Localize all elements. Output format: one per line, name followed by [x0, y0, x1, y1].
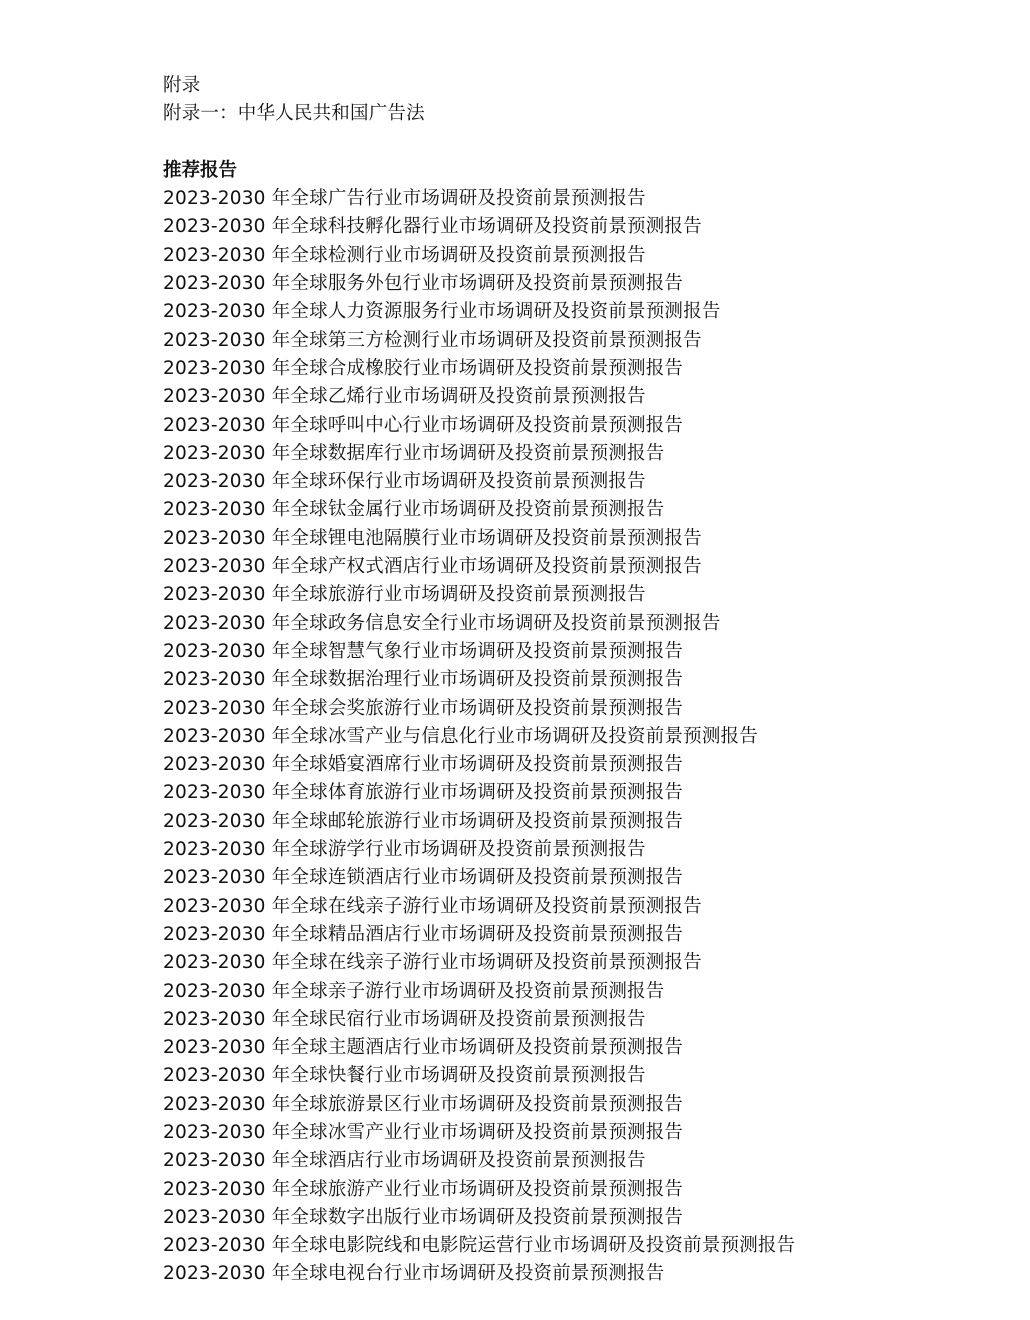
report-list-item: 2023-2030 年全球电视台行业市场调研及投资前景预测报告	[163, 1263, 665, 1285]
report-list-item: 2023-2030 年全球快餐行业市场调研及投资前景预测报告	[163, 1065, 646, 1087]
report-list-item: 2023-2030 年全球广告行业市场调研及投资前景预测报告	[163, 188, 646, 210]
report-list-item: 2023-2030 年全球数字出版行业市场调研及投资前景预测报告	[163, 1206, 684, 1228]
report-list-item: 2023-2030 年全球产权式酒店行业市场调研及投资前景预测报告	[163, 556, 702, 578]
recommended-reports-list	[163, 185, 1003, 1289]
report-list-item: 2023-2030 年全球数据治理行业市场调研及投资前景预测报告	[163, 669, 684, 691]
report-list-item: 2023-2030 年全球旅游产业行业市场调研及投资前景预测报告	[163, 1178, 684, 1200]
report-list-item: 2023-2030 年全球酒店行业市场调研及投资前景预测报告	[163, 1150, 646, 1172]
appendix-title: 附录	[163, 75, 201, 96]
recommended-reports-heading: 推荐报告	[163, 159, 238, 181]
report-list-item: 2023-2030 年全球邮轮旅游行业市场调研及投资前景预测报告	[163, 810, 684, 832]
document-page	[163, 72, 1003, 1289]
report-list-item: 2023-2030 年全球精品酒店行业市场调研及投资前景预测报告	[163, 923, 684, 945]
report-list-item: 2023-2030 年全球游学行业市场调研及投资前景预测报告	[163, 839, 646, 861]
report-list-item: 2023-2030 年全球亲子游行业市场调研及投资前景预测报告	[163, 980, 665, 1002]
report-list-item: 2023-2030 年全球主题酒店行业市场调研及投资前景预测报告	[163, 1037, 684, 1059]
report-list-item: 2023-2030 年全球电影院线和电影院运营行业市场调研及投资前景预测报告	[163, 1235, 796, 1257]
report-list-item: 2023-2030 年全球锂电池隔膜行业市场调研及投资前景预测报告	[163, 527, 702, 549]
report-list-item: 2023-2030 年全球科技孵化器行业市场调研及投资前景预测报告	[163, 216, 702, 238]
report-list-item: 2023-2030 年全球连锁酒店行业市场调研及投资前景预测报告	[163, 867, 684, 889]
report-list-item: 2023-2030 年全球民宿行业市场调研及投资前景预测报告	[163, 1008, 646, 1030]
report-list-item: 2023-2030 年全球冰雪产业与信息化行业市场调研及投资前景预测报告	[163, 725, 758, 747]
report-list-item: 2023-2030 年全球合成橡胶行业市场调研及投资前景预测报告	[163, 357, 684, 379]
report-list-item: 2023-2030 年全球旅游行业市场调研及投资前景预测报告	[163, 584, 646, 606]
report-list-item: 2023-2030 年全球环保行业市场调研及投资前景预测报告	[163, 471, 646, 493]
report-list-item: 2023-2030 年全球政务信息安全行业市场调研及投资前景预测报告	[163, 612, 721, 634]
report-list-item: 2023-2030 年全球乙烯行业市场调研及投资前景预测报告	[163, 386, 646, 408]
report-list-item: 2023-2030 年全球体育旅游行业市场调研及投资前景预测报告	[163, 782, 684, 804]
report-list-item: 2023-2030 年全球婚宴酒席行业市场调研及投资前景预测报告	[163, 754, 684, 776]
report-list-item: 2023-2030 年全球呼叫中心行业市场调研及投资前景预测报告	[163, 414, 684, 436]
report-list-item: 2023-2030 年全球服务外包行业市场调研及投资前景预测报告	[163, 273, 684, 295]
report-list-item: 2023-2030 年全球旅游景区行业市场调研及投资前景预测报告	[163, 1093, 684, 1115]
appendix-item-1: 附录一：中华人民共和国广告法	[163, 103, 425, 125]
report-list-item: 2023-2030 年全球智慧气象行业市场调研及投资前景预测报告	[163, 640, 684, 662]
report-list-item: 2023-2030 年全球检测行业市场调研及投资前景预测报告	[163, 244, 646, 266]
report-list-item: 2023-2030 年全球在线亲子游行业市场调研及投资前景预测报告	[163, 895, 702, 917]
report-list-item: 2023-2030 年全球冰雪产业行业市场调研及投资前景预测报告	[163, 1121, 684, 1143]
report-list-item: 2023-2030 年全球人力资源服务行业市场调研及投资前景预测报告	[163, 301, 721, 323]
report-list-item: 2023-2030 年全球数据库行业市场调研及投资前景预测报告	[163, 442, 665, 464]
report-list-item: 2023-2030 年全球会奖旅游行业市场调研及投资前景预测报告	[163, 697, 684, 719]
report-list-item: 2023-2030 年全球第三方检测行业市场调研及投资前景预测报告	[163, 329, 702, 351]
blank-line	[163, 129, 1003, 157]
report-list-item: 2023-2030 年全球钛金属行业市场调研及投资前景预测报告	[163, 499, 665, 521]
report-list-item: 2023-2030 年全球在线亲子游行业市场调研及投资前景预测报告	[163, 952, 702, 974]
